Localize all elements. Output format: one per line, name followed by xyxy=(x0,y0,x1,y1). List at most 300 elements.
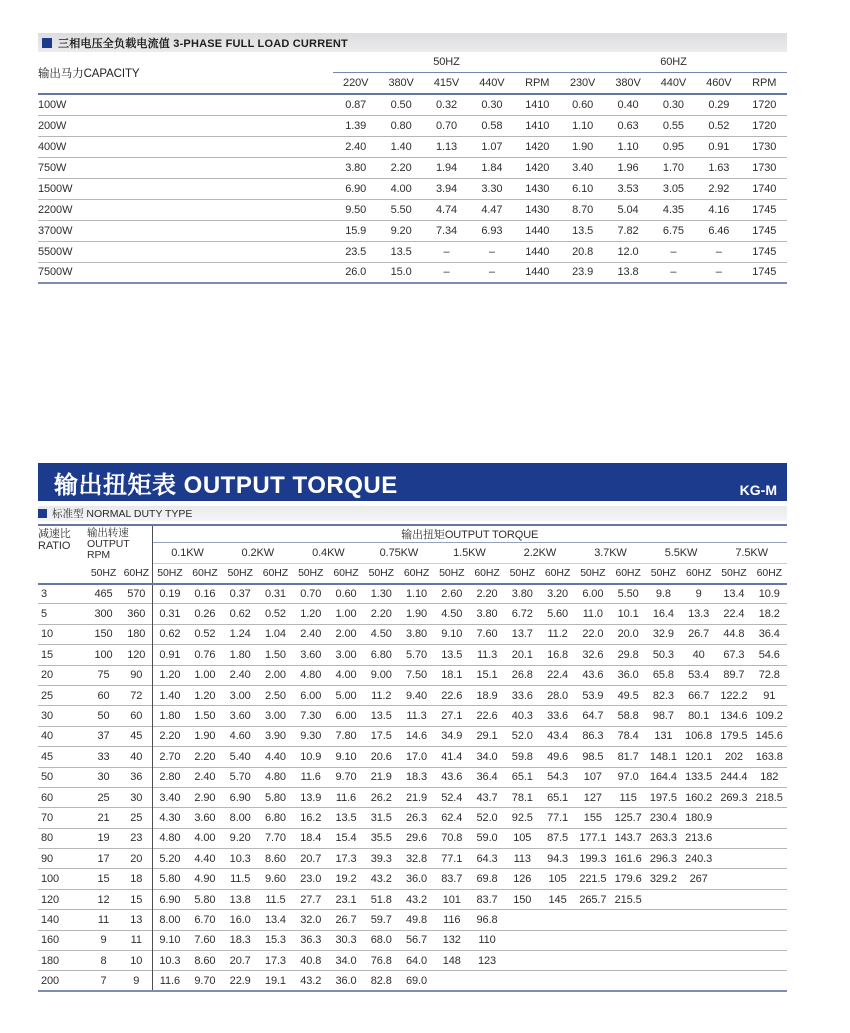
kw-column-header: 2.2KW xyxy=(505,543,576,564)
kw-column-header: 0.1KW xyxy=(152,543,223,564)
torque-cell: 20.7 xyxy=(229,954,251,967)
torque-cell: 27.1 xyxy=(441,710,463,723)
table-row xyxy=(38,94,787,115)
torque-cell: 1.80 xyxy=(159,710,181,723)
value-cell: 15.9 xyxy=(345,224,367,237)
torque-cell: 26.7 xyxy=(335,913,357,926)
value-cell: 1730 xyxy=(752,161,777,174)
torque-cell xyxy=(646,930,681,950)
torque-cell: 17.0 xyxy=(406,750,428,763)
torque-cell: 0.52 xyxy=(194,628,216,641)
torque-cell: 22.6 xyxy=(441,689,463,702)
torque-cell: 5.80 xyxy=(159,873,181,886)
table-row xyxy=(38,220,787,241)
rpm-cell: 50 xyxy=(97,710,110,723)
torque-cell: 26.8 xyxy=(511,669,533,682)
ratio-label-en: RATIO xyxy=(38,540,71,552)
capacity-cell: 400W xyxy=(38,140,67,153)
value-cell: 1745 xyxy=(752,224,777,237)
torque-cell: 22.9 xyxy=(229,974,251,987)
torque-cell: 2.40 xyxy=(194,771,216,784)
torque-cell xyxy=(540,930,575,950)
rpm-cell: 10 xyxy=(121,951,152,971)
torque-cell: 3.60 xyxy=(300,648,322,661)
table-row xyxy=(38,604,787,624)
torque-cell xyxy=(681,889,716,909)
torque-cell: 44.8 xyxy=(723,628,745,641)
rpm-cell: 25 xyxy=(121,808,152,828)
torque-cell: 32.8 xyxy=(406,852,428,865)
torque-cell xyxy=(716,930,751,950)
torque-cell: 69.0 xyxy=(406,974,428,987)
torque-cell: 123 xyxy=(478,954,497,967)
table-row xyxy=(38,951,787,971)
torque-cell: 22.4 xyxy=(547,669,569,682)
column-header: 440V xyxy=(651,72,696,94)
torque-cell: 91 xyxy=(763,689,776,702)
torque-cell: 122.2 xyxy=(720,689,748,702)
torque-cell: 9.60 xyxy=(264,873,286,886)
ratio-cell: 120 xyxy=(41,893,60,906)
rpm-cell: 40 xyxy=(121,747,152,767)
torque-cell: 134.6 xyxy=(720,710,748,723)
value-cell: 3.05 xyxy=(662,182,684,195)
rpm-cell: 60 xyxy=(121,706,152,726)
rpm-cell: 36 xyxy=(121,767,152,787)
torque-cell: 10.9 xyxy=(758,587,780,600)
torque-cell: 3.00 xyxy=(335,648,357,661)
torque-cell: 21.9 xyxy=(370,771,392,784)
torque-cell xyxy=(646,889,681,909)
rpm-cell: 25 xyxy=(97,791,110,804)
torque-cell: 3.00 xyxy=(264,710,286,723)
rpm-cell: 15 xyxy=(121,889,152,909)
rpm-cell: 90 xyxy=(121,665,152,685)
ratio-label-cn: 减速比 xyxy=(38,528,71,540)
torque-cell: 296.3 xyxy=(649,852,677,865)
torque-cell: 33.6 xyxy=(511,689,533,702)
hz-header-row xyxy=(38,564,787,584)
torque-cell: 13.7 xyxy=(511,628,533,641)
rpm-cell: 30 xyxy=(97,771,110,784)
table-row xyxy=(38,930,787,950)
value-cell: 1430 xyxy=(525,203,550,216)
hz-column-header: 60HZ xyxy=(469,564,504,584)
torque-cell: 49.6 xyxy=(547,750,569,763)
torque-cell: 150 xyxy=(513,893,532,906)
torque-cell: 2.60 xyxy=(441,587,463,600)
kw-column-header: 0.4KW xyxy=(293,543,364,564)
torque-cell: 83.7 xyxy=(441,873,463,886)
torque-cell: 4.00 xyxy=(194,832,216,845)
current-section-title-bar xyxy=(38,33,787,52)
torque-cell: 43.2 xyxy=(370,873,392,886)
value-cell: 8.70 xyxy=(572,203,594,216)
torque-cell: 29.8 xyxy=(617,648,639,661)
table-row xyxy=(38,726,787,746)
rpm-cell: 7 xyxy=(100,974,107,987)
torque-cell: 126 xyxy=(513,873,532,886)
rpm-cell: 17 xyxy=(97,852,110,865)
torque-cell xyxy=(540,971,575,991)
torque-cell: 4.80 xyxy=(159,832,181,845)
value-cell: 3.53 xyxy=(617,182,639,195)
torque-cell: 263.3 xyxy=(649,832,677,845)
torque-cell: 43.2 xyxy=(300,974,322,987)
torque-cell xyxy=(752,808,787,828)
torque-cell: 9.10 xyxy=(441,628,463,641)
torque-cell: 15.4 xyxy=(335,832,357,845)
torque-cell: 2.20 xyxy=(194,750,216,763)
torque-cell xyxy=(716,808,751,828)
value-cell: 4.16 xyxy=(708,203,730,216)
torque-cell: 64.7 xyxy=(582,710,604,723)
table-row xyxy=(38,767,787,787)
torque-cell: 2.20 xyxy=(370,608,392,621)
value-cell: 5.04 xyxy=(617,203,639,216)
torque-cell: 5.20 xyxy=(159,852,181,865)
torque-cell: 69.8 xyxy=(476,873,498,886)
page xyxy=(38,33,787,992)
torque-cell xyxy=(752,930,787,950)
ratio-cell: 5 xyxy=(41,608,48,621)
rpm-column-header xyxy=(86,525,152,564)
hz-column-header: 50HZ xyxy=(434,564,469,584)
torque-cell: 16.2 xyxy=(300,811,322,824)
value-cell: – xyxy=(715,245,722,258)
rpm-cell: 100 xyxy=(94,648,113,661)
torque-cell: 20.1 xyxy=(511,648,533,661)
torque-cell: 53.9 xyxy=(582,689,604,702)
value-cell: 1.63 xyxy=(708,161,730,174)
hz-column-header: 60HZ xyxy=(399,564,434,584)
table-row xyxy=(38,849,787,869)
torque-cell: 50.3 xyxy=(652,648,674,661)
torque-cell: 5.60 xyxy=(547,608,569,621)
value-cell: 1740 xyxy=(752,182,777,195)
value-cell: 3.80 xyxy=(345,161,367,174)
torque-cell: 1.90 xyxy=(194,730,216,743)
rpm-cell: 8 xyxy=(100,954,107,967)
table-row xyxy=(38,808,787,828)
torque-cell: 0.31 xyxy=(159,608,181,621)
torque-cell: 32.0 xyxy=(300,913,322,926)
torque-cell xyxy=(575,930,610,950)
torque-cell: 6.90 xyxy=(229,791,251,804)
torque-cell: 9.30 xyxy=(300,730,322,743)
value-cell: 4.35 xyxy=(662,203,684,216)
torque-cell: 9.70 xyxy=(194,974,216,987)
ratio-cell: 20 xyxy=(41,669,54,682)
rpm-cell: 13 xyxy=(121,910,152,930)
hz-column-header: 50HZ xyxy=(505,564,540,584)
torque-cell: 215.5 xyxy=(614,893,642,906)
value-cell: 1.94 xyxy=(435,161,457,174)
torque-cell xyxy=(646,910,681,930)
torque-cell: 1.80 xyxy=(229,648,251,661)
rpm-cell: 21 xyxy=(97,811,110,824)
torque-cell: 65.1 xyxy=(547,791,569,804)
value-cell: 1.10 xyxy=(572,119,594,132)
torque-cell: 1.00 xyxy=(335,608,357,621)
ratio-column-header xyxy=(38,525,86,584)
torque-cell: 148.1 xyxy=(649,750,677,763)
value-cell: 4.74 xyxy=(435,203,457,216)
torque-cell: 9.00 xyxy=(370,669,392,682)
torque-cell xyxy=(681,971,716,991)
torque-cell: 145.6 xyxy=(755,730,783,743)
capacity-cell: 5500W xyxy=(38,245,73,258)
torque-cell: 36.4 xyxy=(758,628,780,641)
torque-cell xyxy=(716,889,751,909)
value-cell: 20.8 xyxy=(572,245,594,258)
ratio-cell: 140 xyxy=(41,913,60,926)
torque-cell: 16.4 xyxy=(652,608,674,621)
torque-cell: 218.5 xyxy=(755,791,783,804)
torque-cell: 78.1 xyxy=(511,791,533,804)
hz-column-header: 60HZ xyxy=(187,564,222,584)
torque-cell: 39.3 xyxy=(370,852,392,865)
table-row xyxy=(38,178,787,199)
torque-cell: 94.3 xyxy=(547,852,569,865)
torque-cell: 13.4 xyxy=(723,587,745,600)
torque-cell: 13.5 xyxy=(441,648,463,661)
torque-cell: 36.3 xyxy=(300,934,322,947)
torque-cell: 34.9 xyxy=(441,730,463,743)
torque-cell: 230.4 xyxy=(649,811,677,824)
value-cell: 26.0 xyxy=(345,266,367,279)
torque-cell: 2.40 xyxy=(229,669,251,682)
torque-span-header: 输出扭矩OUTPUT TORQUE xyxy=(152,525,787,543)
rpm-cell: 18 xyxy=(121,869,152,889)
torque-cell xyxy=(575,910,610,930)
torque-cell: 0.26 xyxy=(194,608,216,621)
rpm-cell: 20 xyxy=(121,849,152,869)
torque-cell: 17.5 xyxy=(370,730,392,743)
value-cell: 1410 xyxy=(525,119,550,132)
hz-column-header: 60HZ xyxy=(681,564,716,584)
torque-cell xyxy=(540,951,575,971)
value-cell: 1420 xyxy=(525,161,550,174)
capacity-cell: 2200W xyxy=(38,203,73,216)
torque-banner-title: 输出扭矩表 OUTPUT TORQUE xyxy=(54,471,398,499)
torque-cell: 6.70 xyxy=(194,913,216,926)
table-row xyxy=(38,787,787,807)
torque-cell: 1.04 xyxy=(264,628,286,641)
column-header: 440V xyxy=(469,72,514,94)
kw-column-header: 1.5KW xyxy=(434,543,505,564)
hz-column-header: 60HZ xyxy=(752,564,787,584)
torque-cell: 10.3 xyxy=(159,954,181,967)
torque-cell: 180.9 xyxy=(685,811,713,824)
rpm-cell: 180 xyxy=(121,624,152,644)
torque-cell: 11.2 xyxy=(371,689,392,702)
table-row xyxy=(38,665,787,685)
hz-column-header: 50HZ xyxy=(716,564,751,584)
torque-cell: 4.00 xyxy=(335,669,357,682)
kw-column-header: 0.2KW xyxy=(223,543,294,564)
blue-square-icon xyxy=(42,38,52,48)
torque-cell: 7.50 xyxy=(406,669,428,682)
value-cell: 6.46 xyxy=(708,224,730,237)
torque-cell: 9 xyxy=(695,587,702,600)
value-cell: 5.50 xyxy=(390,203,412,216)
value-cell: 1.84 xyxy=(481,161,503,174)
table-row xyxy=(38,645,787,665)
table-row xyxy=(38,869,787,889)
torque-cell: 83.7 xyxy=(476,893,498,906)
torque-cell: 66.7 xyxy=(688,689,710,702)
torque-cell xyxy=(469,971,504,991)
table-row xyxy=(38,971,787,991)
torque-cell: 51.8 xyxy=(370,893,392,906)
torque-cell xyxy=(752,869,787,889)
value-cell: 1.70 xyxy=(662,161,684,174)
value-cell: 0.50 xyxy=(390,98,412,111)
torque-cell: 13.5 xyxy=(335,811,357,824)
torque-cell: 106.8 xyxy=(685,730,713,743)
torque-cell: 5.50 xyxy=(617,587,639,600)
torque-subtitle: 标准型 NORMAL DUTY TYPE xyxy=(52,508,193,520)
torque-cell: 3.80 xyxy=(511,587,533,600)
value-cell: – xyxy=(670,266,677,279)
table-row xyxy=(38,747,787,767)
torque-cell xyxy=(575,951,610,971)
torque-table-body xyxy=(38,584,787,992)
torque-cell xyxy=(540,910,575,930)
value-cell: 0.95 xyxy=(662,140,684,153)
torque-cell xyxy=(716,869,751,889)
torque-cell: 4.50 xyxy=(370,628,392,641)
torque-cell: 19.2 xyxy=(335,873,357,886)
torque-cell: 105 xyxy=(548,873,567,886)
torque-cell: 9.10 xyxy=(159,934,181,947)
torque-cell xyxy=(505,930,540,950)
value-cell: 1.90 xyxy=(572,140,594,153)
torque-cell: 2.50 xyxy=(264,689,286,702)
value-cell: 0.32 xyxy=(435,98,457,111)
value-cell: 1745 xyxy=(752,203,777,216)
value-cell: 7.82 xyxy=(617,224,639,237)
value-cell: 1730 xyxy=(752,140,777,153)
value-cell: 6.93 xyxy=(481,224,503,237)
torque-cell: 22.6 xyxy=(476,710,498,723)
torque-cell: 6.00 xyxy=(300,689,322,702)
table-row xyxy=(38,199,787,220)
hz-column-header: 50HZ xyxy=(575,564,610,584)
rpm-cell: 11 xyxy=(121,930,152,950)
ratio-cell: 40 xyxy=(41,730,54,743)
torque-cell: 8.60 xyxy=(264,852,286,865)
torque-cell: 89.7 xyxy=(723,669,745,682)
value-cell: 0.40 xyxy=(617,98,639,111)
value-cell: 1420 xyxy=(525,140,550,153)
rpm-label-en2: RPM xyxy=(87,549,111,561)
value-cell: – xyxy=(443,266,450,279)
torque-cell: 2.00 xyxy=(264,669,286,682)
column-header: RPM xyxy=(515,72,560,94)
torque-cell: 177.1 xyxy=(579,832,607,845)
value-cell: 1440 xyxy=(525,224,550,237)
value-cell: 0.30 xyxy=(481,98,503,111)
column-header: RPM xyxy=(742,72,787,94)
table-row xyxy=(38,584,787,604)
torque-cell: 19.1 xyxy=(264,974,286,987)
value-cell: 0.52 xyxy=(708,119,730,132)
torque-cell: 329.2 xyxy=(649,873,677,886)
column-header: 380V xyxy=(605,72,650,94)
torque-cell: 1.20 xyxy=(194,689,216,702)
rpm-cell: 75 xyxy=(97,669,110,682)
torque-cell: 56.7 xyxy=(406,934,428,947)
value-cell: 1.40 xyxy=(390,140,412,153)
torque-cell: 269.3 xyxy=(720,791,748,804)
torque-cell: 59.0 xyxy=(476,832,498,845)
hz-column-header: 60HZ xyxy=(258,564,293,584)
torque-cell: 36.0 xyxy=(406,873,428,886)
table-row xyxy=(38,889,787,909)
torque-cell: 33.6 xyxy=(547,710,569,723)
current-table xyxy=(38,52,787,284)
torque-cell: 6.80 xyxy=(370,648,392,661)
table-row xyxy=(38,241,787,262)
value-cell: 6.90 xyxy=(345,182,367,195)
current-table-body xyxy=(38,94,787,283)
torque-cell: 54.6 xyxy=(758,648,780,661)
torque-cell: 34.0 xyxy=(476,750,498,763)
rpm-cell: 30 xyxy=(121,787,152,807)
table-row xyxy=(38,624,787,644)
torque-cell: 131 xyxy=(654,730,673,743)
torque-cell: 98.5 xyxy=(582,750,604,763)
torque-cell xyxy=(610,951,645,971)
ratio-cell: 90 xyxy=(41,852,54,865)
torque-cell: 5.70 xyxy=(406,648,428,661)
rpm-cell: 15 xyxy=(97,873,110,886)
torque-cell: 15.1 xyxy=(476,669,498,682)
value-cell: 1745 xyxy=(752,245,777,258)
torque-cell: 1.50 xyxy=(264,648,286,661)
torque-cell: 3.20 xyxy=(547,587,569,600)
torque-cell: 70.8 xyxy=(441,832,463,845)
torque-cell: 18.3 xyxy=(406,771,428,784)
torque-cell: 80.1 xyxy=(688,710,710,723)
torque-cell: 43.6 xyxy=(441,771,463,784)
torque-cell: 13.5 xyxy=(370,710,392,723)
rpm-cell: 23 xyxy=(121,828,152,848)
torque-cell: 13.9 xyxy=(300,791,322,804)
torque-cell: 11.6 xyxy=(159,974,180,987)
torque-cell: 77.1 xyxy=(441,852,463,865)
torque-cell: 13.4 xyxy=(264,913,286,926)
torque-cell: 29.1 xyxy=(476,730,498,743)
ratio-cell: 60 xyxy=(41,791,54,804)
rpm-label-en1: OUTPUT xyxy=(87,538,130,550)
blue-square-icon xyxy=(38,509,47,518)
torque-cell: 164.4 xyxy=(649,771,677,784)
torque-cell: 26.2 xyxy=(370,791,392,804)
capacity-cell: 750W xyxy=(38,161,67,174)
torque-cell: 2.80 xyxy=(159,771,181,784)
value-cell: 3.30 xyxy=(481,182,503,195)
rpm-cell: 570 xyxy=(121,584,152,604)
torque-cell: 43.7 xyxy=(476,791,498,804)
rpm-cell: 11 xyxy=(97,913,110,926)
rpm-cell: 60 xyxy=(97,689,110,702)
torque-cell: 6.00 xyxy=(582,587,604,600)
table-row xyxy=(38,706,787,726)
torque-cell: 43.4 xyxy=(547,730,569,743)
